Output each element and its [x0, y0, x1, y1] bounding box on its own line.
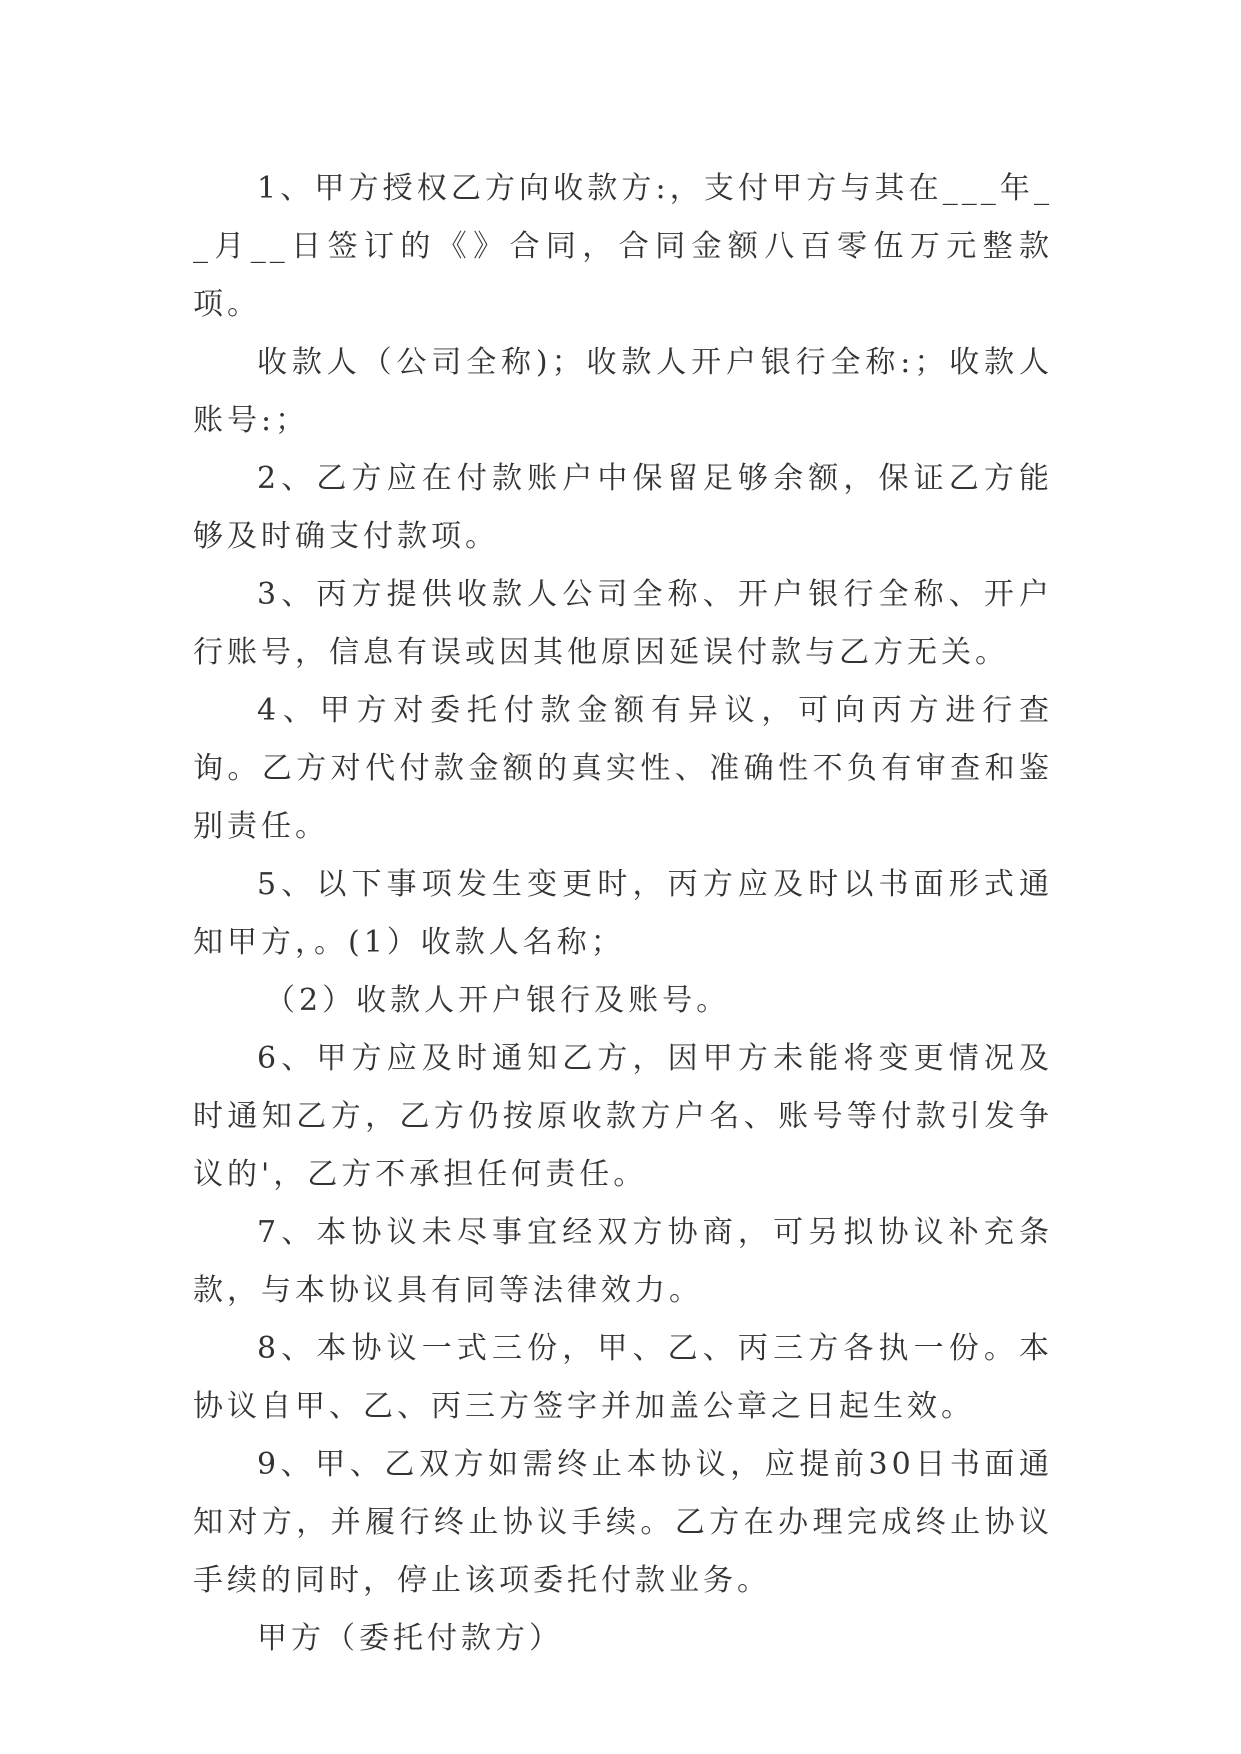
- clause-5-subitem-2: （2）收款人开户银行及账号。: [265, 983, 731, 1018]
- clause-3-paragraph: 3、丙方提供收款人公司全称、开户银行全称、开户行账号，信息有误或因其他原因延误付款与乙方无关。: [193, 577, 1053, 670]
- clause-6-paragraph: 6、甲方应及时通知乙方，因甲方未能将变更情况及时通知乙方，乙方仍按原收款方户名、账号等付款引发争议的'，乙方不承担任何责任。: [193, 1041, 1053, 1192]
- clause-8-paragraph: 8、本协议一式三份，甲、乙、丙三方各执一份。本协议自甲、乙、丙三方签字并加盖公章之日起生效。: [193, 1331, 1053, 1424]
- clause-4-paragraph: 4、甲方对委托付款金额有异议，可向丙方进行查询。乙方对代付款金额的真实性、准确性不负有审查和鉴别责任。: [193, 693, 1053, 844]
- clause-5-paragraph: 5、以下事项发生变更时，丙方应及时以书面形式通知甲方，。(1）收款人名称；: [193, 867, 1053, 960]
- party-a-signature-label: 甲方（委托付款方）: [257, 1621, 563, 1656]
- clause-7-paragraph: 7、本协议未尽事宜经双方协商，可另拟协议补充条款，与本协议具有同等法律效力。: [193, 1215, 1053, 1308]
- document-body: [193, 160, 1053, 1668]
- clause-9-paragraph: 9、甲、乙双方如需终止本协议，应提前30日书面通知对方，并履行终止协议手续。乙方在办理完成终止协议手续的同时，停止该项委托付款业务。: [193, 1447, 1053, 1598]
- payee-info-paragraph: 收款人（公司全称)；收款人开户银行全称:；收款人账号:；: [193, 345, 1053, 438]
- clause-1-paragraph: 1、甲方授权乙方向收款方:，支付甲方与其在___年__月__日签订的《》合同，合同金额八百零伍万元整款项。: [193, 171, 1053, 322]
- clause-2-paragraph: 2、乙方应在付款账户中保留足够余额，保证乙方能够及时确支付款项。: [193, 461, 1053, 554]
